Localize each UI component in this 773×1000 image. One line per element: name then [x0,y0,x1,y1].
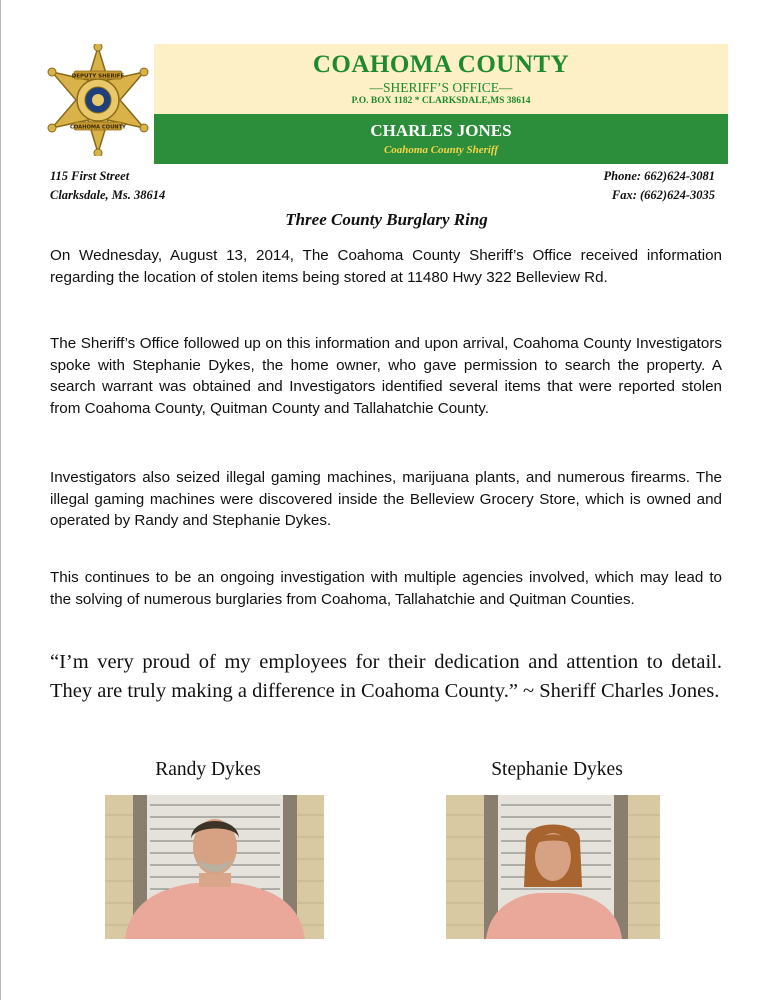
article-title: Three County Burglary Ring [285,210,488,229]
sheriff-badge-icon [44,44,152,156]
phone-line: Phone: 662)624-3081 [603,169,715,183]
header-banner-top [154,44,728,114]
office-name: —SHERIFF’S OFFICE— [369,80,513,95]
city-line: Clarksdale, Ms. 38614 [50,188,166,202]
mugshot-stephanie-image [446,795,660,939]
fax-line: Fax: (662)624-3035 [611,188,715,202]
photo-label-stephanie: Stephanie Dykes [491,759,623,780]
paragraph-3: Investigators also seized illegal gaming machines, marijuana plants, and numerous firearms. The illegal gaming machines were discovered inside the Belleview Grocery Store, which is owned and operated by Randy and Stephanie Dykes. [50,469,722,529]
contact-info [604,167,715,205]
photo-label-randy: Randy Dykes [155,759,261,780]
mugshot-randy-image [105,795,324,939]
sheriff-title: Coahoma County Sheriff [383,144,499,156]
po-box: P.O. BOX 1182 * CLARKSDALE,MS 38614 [351,96,531,106]
county-name: COAHOMA COUNTY [312,51,570,78]
badge-bottom-text: COAHOMA COUNTY [70,124,126,131]
sheriff-quote: “I’m very proud of my employees for their dedication and attention to detail. They are truly making a difference in Coahoma County.” ~ Sheriff Charles Jones. [50,651,722,702]
sheriff-name: CHARLES JONES [370,121,512,140]
header-banner-bottom [154,114,728,164]
street-line: 115 First Street [50,169,130,183]
paragraph-1: On Wednesday, August 13, 2014, The Coahoma County Sheriff’s Office received information regarding the location of stolen items being stored at 11480 Hwy 322 Belleview Rd. [50,247,722,286]
badge-top-text: DEPUTY SHERIFF [71,73,125,80]
paragraph-2: The Sheriff’s Office followed up on this information and upon arrival, Coahoma County Investigators spoke with Stephanie Dykes, the home owner, who gave permission to search the property. A search warrant was obtained and Investigators identified several items that were reported stolen from Coahoma County, Quitman County and Tallahatchie County. [50,335,722,417]
street-address [50,167,165,205]
paragraph-4: This continues to be an ongoing investigation with multiple agencies involved, which may lead to the solving of numerous burglaries from Coahoma, Tallahatchie and Quitman Counties. [50,569,722,608]
